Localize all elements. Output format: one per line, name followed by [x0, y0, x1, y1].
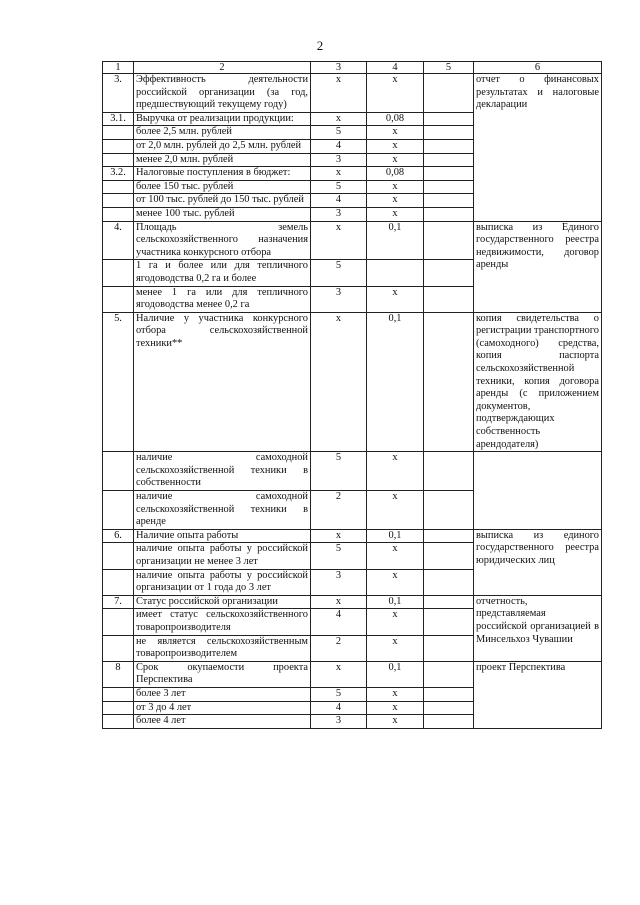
- row-number: 8: [103, 661, 134, 687]
- empty-source-cell: [474, 452, 602, 530]
- empty-cell: [424, 112, 474, 126]
- weight-cell: х: [367, 543, 424, 569]
- weight-cell: х: [367, 569, 424, 595]
- column-header-row: [103, 62, 602, 74]
- criterion-name: от 100 тыс. рублей до 150 тыс. рублей: [134, 194, 311, 208]
- empty-cell: [424, 180, 474, 194]
- row-number: 5.: [103, 312, 134, 452]
- row-number: [103, 139, 134, 153]
- row-number: [103, 569, 134, 595]
- table-row: [103, 221, 602, 260]
- weight-cell: х: [367, 126, 424, 140]
- weight-cell: х: [367, 701, 424, 715]
- score-cell: 4: [311, 194, 367, 208]
- criterion-name: наличие самоходной сельскохозяйственной техники в аренде: [134, 491, 311, 530]
- row-number: [103, 701, 134, 715]
- empty-cell: [424, 286, 474, 312]
- empty-cell: [424, 491, 474, 530]
- criterion-name: имеет статус сельскохозяйственного товаропроизводителя: [134, 609, 311, 635]
- criterion-name: Эффективность деятельности российской организации (за год, предшествующий текущему году): [134, 74, 311, 113]
- empty-cell: [424, 260, 474, 286]
- score-cell: х: [311, 74, 367, 113]
- criterion-name: более 4 лет: [134, 715, 311, 729]
- empty-cell: [424, 715, 474, 729]
- criterion-name: от 3 до 4 лет: [134, 701, 311, 715]
- empty-cell: [424, 194, 474, 208]
- score-cell: х: [311, 595, 367, 609]
- table-row: [103, 452, 602, 491]
- criterion-name: Статус российской организации: [134, 595, 311, 609]
- row-number: [103, 260, 134, 286]
- weight-cell: х: [367, 153, 424, 167]
- weight-cell: 0,08: [367, 167, 424, 181]
- weight-cell: х: [367, 635, 424, 661]
- criterion-name: наличие опыта работы у российской организации не менее 3 лет: [134, 543, 311, 569]
- criterion-name: менее 100 тыс. рублей: [134, 207, 311, 221]
- column-header: 6: [474, 62, 602, 74]
- source-document: отчет о финансовых результатах и налоговые декларации: [474, 74, 602, 222]
- row-number: 3.: [103, 74, 134, 113]
- score-cell: х: [311, 167, 367, 181]
- row-number: 7.: [103, 595, 134, 609]
- weight-cell: х: [367, 687, 424, 701]
- weight-cell: 0,08: [367, 112, 424, 126]
- empty-cell: [424, 153, 474, 167]
- score-cell: 3: [311, 286, 367, 312]
- weight-cell: х: [367, 715, 424, 729]
- column-header: 2: [134, 62, 311, 74]
- empty-cell: [424, 635, 474, 661]
- score-cell: 3: [311, 207, 367, 221]
- table-row: [103, 595, 602, 609]
- weight-cell: [367, 260, 424, 286]
- score-cell: 2: [311, 635, 367, 661]
- empty-cell: [424, 569, 474, 595]
- empty-cell: [424, 609, 474, 635]
- criterion-name: более 150 тыс. рублей: [134, 180, 311, 194]
- row-number: [103, 194, 134, 208]
- weight-cell: х: [367, 609, 424, 635]
- score-cell: 3: [311, 153, 367, 167]
- score-cell: 5: [311, 452, 367, 491]
- source-document: выписка из единого государственного реестра юридических лиц: [474, 529, 602, 595]
- score-cell: 4: [311, 609, 367, 635]
- row-number: [103, 635, 134, 661]
- row-number: [103, 687, 134, 701]
- criterion-name: наличие самоходной сельскохозяйственной техники в собственности: [134, 452, 311, 491]
- weight-cell: х: [367, 286, 424, 312]
- score-cell: 3: [311, 569, 367, 595]
- row-number: [103, 126, 134, 140]
- score-cell: х: [311, 529, 367, 543]
- empty-cell: [424, 701, 474, 715]
- source-document: копия свидетельства о регистрации транспортного (самоходного) средства, копия паспорта сельскохозяйственной техники, копия договора аренды (с приложением документов, подтверждающих собственность арендодателя): [474, 312, 602, 452]
- row-number: [103, 153, 134, 167]
- row-number: 6.: [103, 529, 134, 543]
- weight-cell: х: [367, 194, 424, 208]
- weight-cell: 0,1: [367, 312, 424, 452]
- row-number: [103, 715, 134, 729]
- row-number: [103, 180, 134, 194]
- score-cell: х: [311, 112, 367, 126]
- empty-cell: [424, 687, 474, 701]
- criterion-name: Наличие опыта работы: [134, 529, 311, 543]
- row-number: 3.2.: [103, 167, 134, 181]
- table-row: [103, 312, 602, 452]
- empty-cell: [424, 595, 474, 609]
- score-cell: 5: [311, 543, 367, 569]
- score-cell: х: [311, 312, 367, 452]
- criterion-name: наличие опыта работы у российской организации от 1 года до 3 лет: [134, 569, 311, 595]
- score-cell: 4: [311, 139, 367, 153]
- criterion-name: Срок окупаемости проекта Перспектива: [134, 661, 311, 687]
- criterion-name: более 2,5 млн. рублей: [134, 126, 311, 140]
- criterion-name: более 3 лет: [134, 687, 311, 701]
- empty-cell: [424, 126, 474, 140]
- source-document: отчетность, представляемая российской организацией в Минсельхоз Чувашии: [474, 595, 602, 661]
- weight-cell: х: [367, 491, 424, 530]
- empty-cell: [424, 312, 474, 452]
- criterion-name: 1 га и более или для тепличного ягодоводства 0,2 га и более: [134, 260, 311, 286]
- score-cell: 4: [311, 701, 367, 715]
- weight-cell: х: [367, 207, 424, 221]
- table-row: [103, 661, 602, 687]
- empty-cell: [424, 221, 474, 260]
- row-number: [103, 491, 134, 530]
- empty-cell: [424, 139, 474, 153]
- row-number: [103, 609, 134, 635]
- score-cell: х: [311, 221, 367, 260]
- column-header: 1: [103, 62, 134, 74]
- weight-cell: 0,1: [367, 595, 424, 609]
- score-cell: 5: [311, 180, 367, 194]
- criterion-name: Площадь земель сельскохозяйственного назначения участника конкурсного отбора: [134, 221, 311, 260]
- score-cell: 3: [311, 715, 367, 729]
- table-row: [103, 74, 602, 113]
- row-number: [103, 452, 134, 491]
- empty-cell: [424, 661, 474, 687]
- empty-cell: [424, 543, 474, 569]
- table-row: [103, 529, 602, 543]
- criterion-name: от 2,0 млн. рублей до 2,5 млн. рублей: [134, 139, 311, 153]
- column-header: 3: [311, 62, 367, 74]
- score-cell: 2: [311, 491, 367, 530]
- column-header: 5: [424, 62, 474, 74]
- empty-cell: [424, 529, 474, 543]
- criterion-name: Наличие у участника конкурсного отбора сельскохозяйственной техники**: [134, 312, 311, 452]
- row-number: 4.: [103, 221, 134, 260]
- score-cell: 5: [311, 687, 367, 701]
- criteria-table: [102, 61, 602, 729]
- weight-cell: 0,1: [367, 529, 424, 543]
- empty-cell: [424, 74, 474, 113]
- empty-cell: [424, 207, 474, 221]
- weight-cell: 0,1: [367, 221, 424, 260]
- score-cell: х: [311, 661, 367, 687]
- criterion-name: менее 2,0 млн. рублей: [134, 153, 311, 167]
- source-document: выписка из Единого государственного реестра недвижимости, договор аренды: [474, 221, 602, 312]
- column-header: 4: [367, 62, 424, 74]
- page-number: 2: [316, 38, 324, 53]
- weight-cell: х: [367, 74, 424, 113]
- empty-cell: [424, 452, 474, 491]
- row-number: [103, 543, 134, 569]
- weight-cell: х: [367, 180, 424, 194]
- weight-cell: 0,1: [367, 661, 424, 687]
- criterion-name: Выручка от реализации продукции:: [134, 112, 311, 126]
- weight-cell: х: [367, 139, 424, 153]
- row-number: [103, 207, 134, 221]
- row-number: 3.1.: [103, 112, 134, 126]
- criterion-name: не является сельскохозяйственным товаропроизводителем: [134, 635, 311, 661]
- row-number: [103, 286, 134, 312]
- source-document: проект Перспектива: [474, 661, 602, 728]
- score-cell: 5: [311, 126, 367, 140]
- criterion-name: Налоговые поступления в бюджет:: [134, 167, 311, 181]
- empty-cell: [424, 167, 474, 181]
- criterion-name: менее 1 га или для тепличного ягодоводства менее 0,2 га: [134, 286, 311, 312]
- weight-cell: х: [367, 452, 424, 491]
- score-cell: 5: [311, 260, 367, 286]
